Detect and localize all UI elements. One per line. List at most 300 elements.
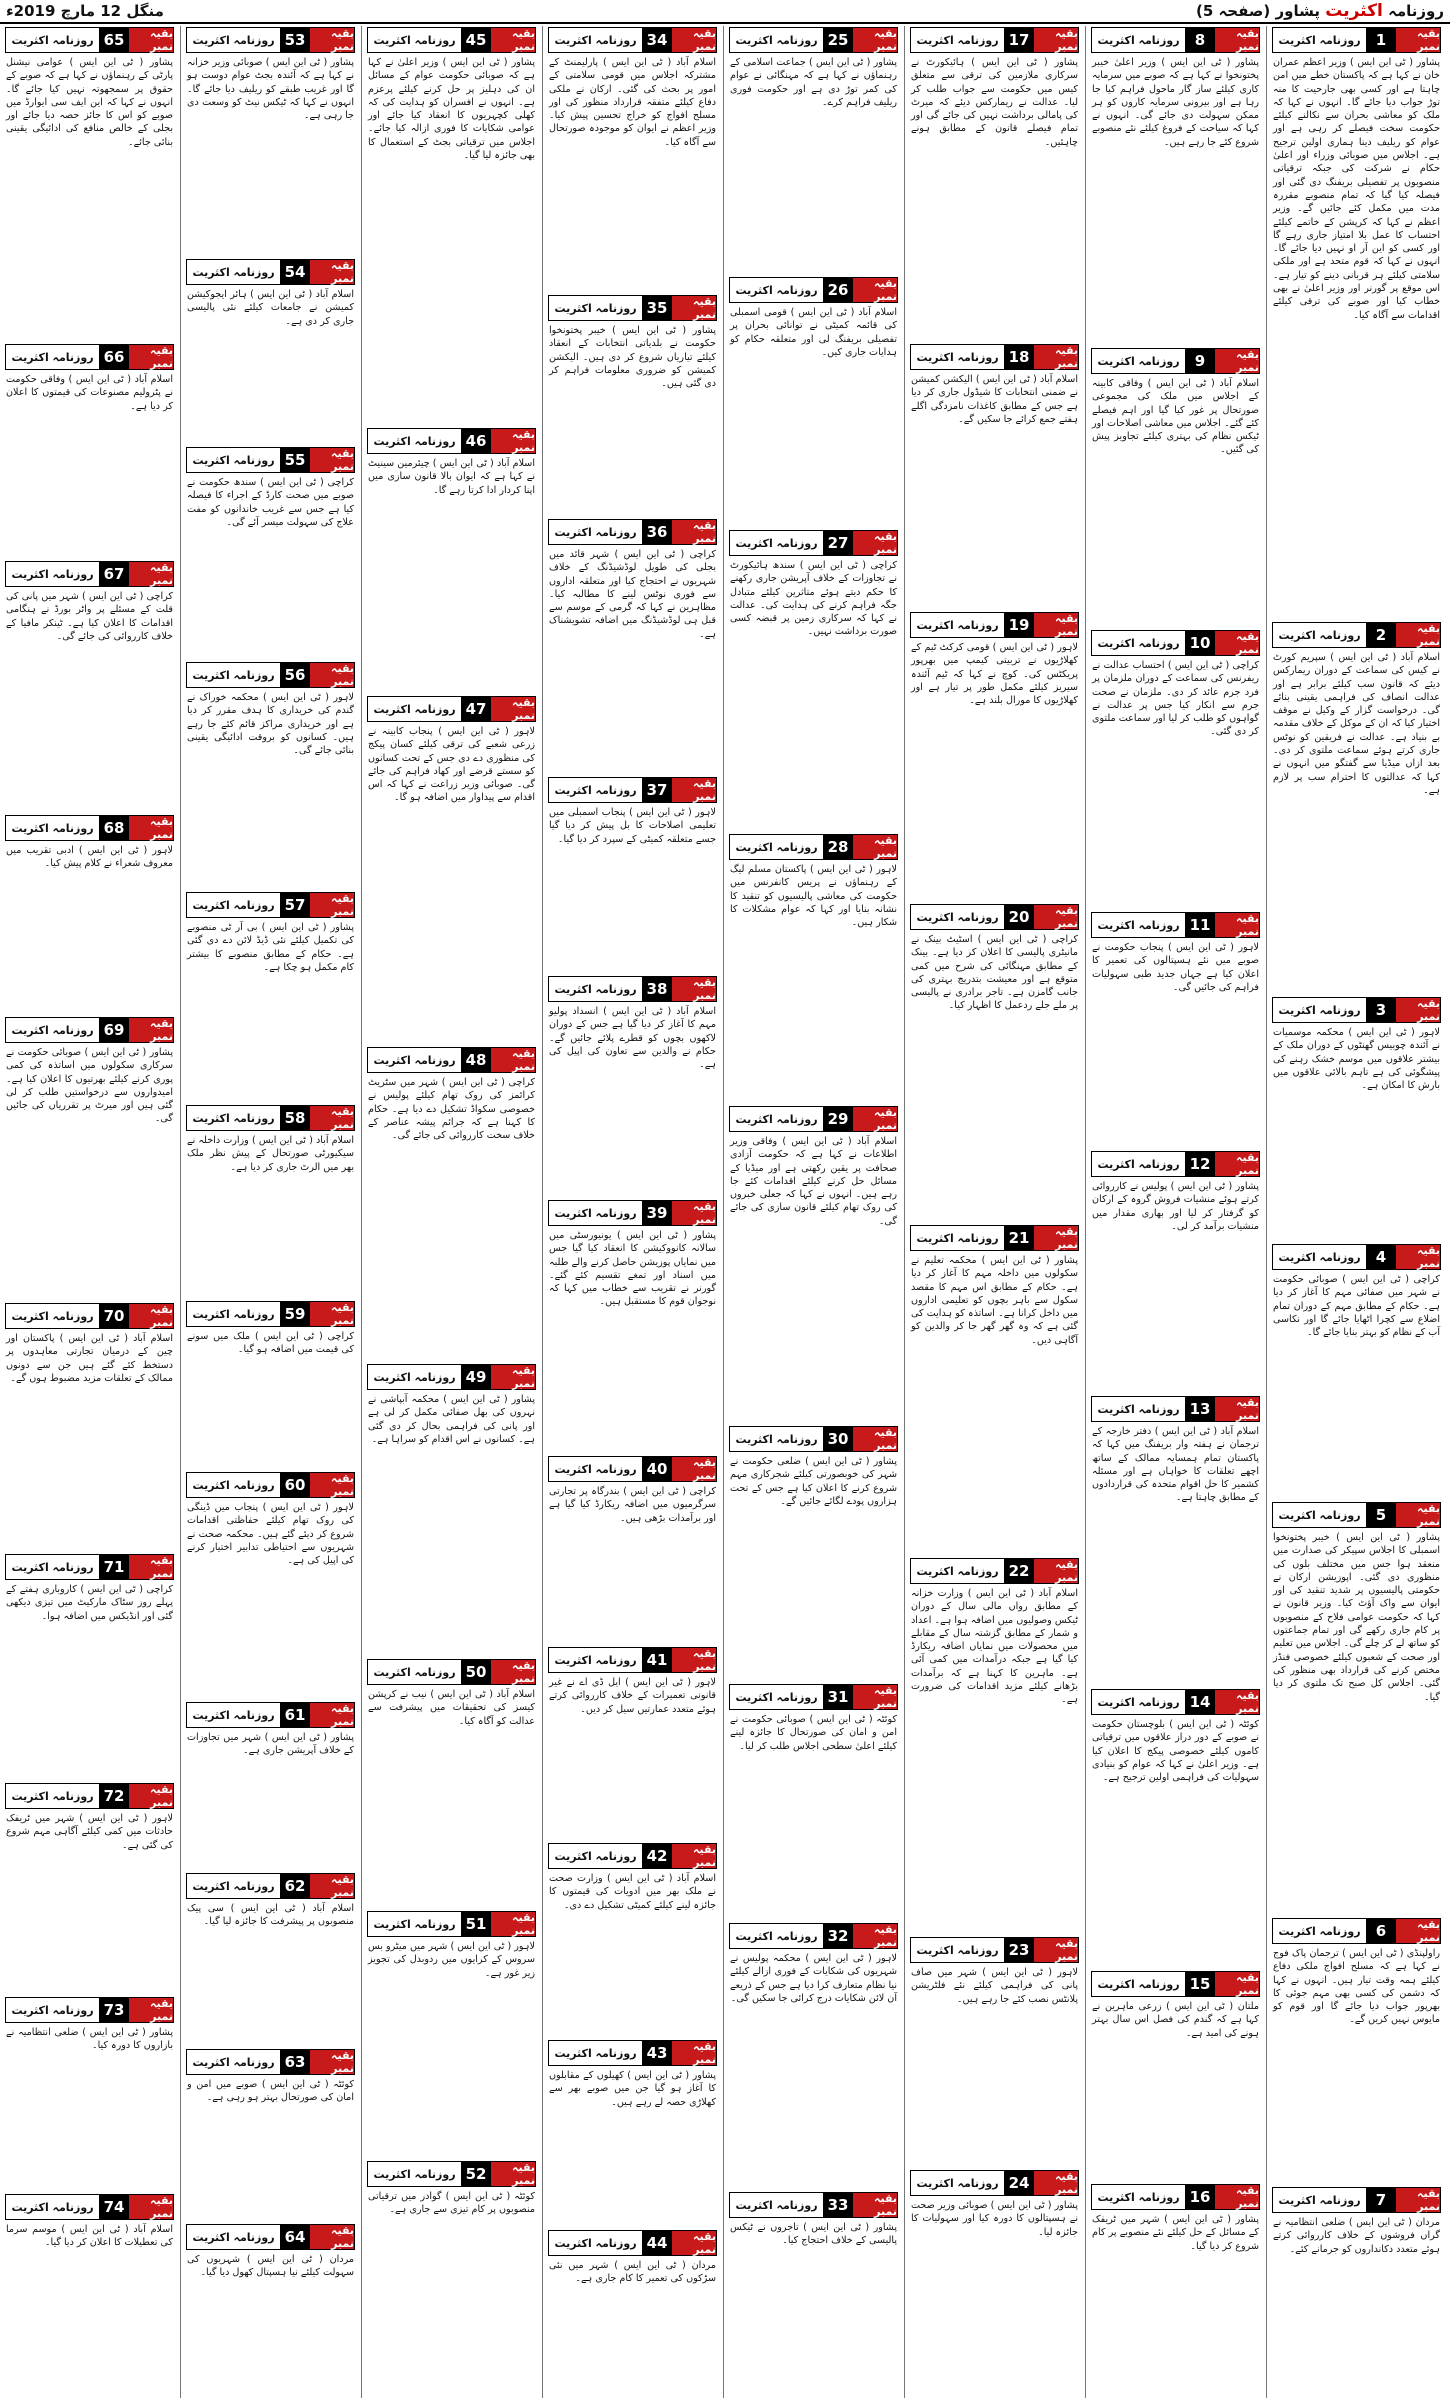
story-header bbox=[1091, 1396, 1260, 1422]
story-body: پشاور ( ٹی این ایس ) صوبائی حکومت نے سرکاری سکولوں میں اساتذہ کی کمی پوری کرنے کیلئے بھرتیوں کا اعلان کیا ہے۔ امیدواروں سے درخواستیں طلب کر لی گئی ہیں اور میرٹ پر تقرریاں کی جائیں گی۔ bbox=[6, 1047, 173, 1125]
story-body: لاہور ( ٹی این ایس ) شہر میں ٹریفک حادثات میں کمی کیلئے آگاہی مہم شروع کی گئی ہے۔ bbox=[6, 1813, 173, 1851]
masthead-title bbox=[1196, 1, 1444, 21]
story-body: کراچی ( ٹی این ایس ) کاروباری ہفتے کے پہلے روز سٹاک مارکیٹ میں تیزی دیکھی گئی اور انڈیکس میں اضافہ ہوا۔ bbox=[6, 1584, 173, 1622]
story-header bbox=[186, 259, 355, 285]
story bbox=[183, 661, 358, 891]
story-body: لاہور ( ٹی این ایس ) پنجاب اسمبلی میں تعلیمی اصلاحات کا بل پیش کر دیا گیا جسے متعلقہ کمیٹی کے سپرد کر دیا گیا۔ bbox=[549, 807, 716, 845]
story-header bbox=[5, 27, 174, 53]
story-tag: بقیہ نمبر bbox=[1215, 28, 1259, 52]
story-header bbox=[910, 904, 1079, 930]
story-header bbox=[729, 1684, 898, 1710]
story-header bbox=[1272, 1502, 1441, 1528]
column-rule bbox=[723, 26, 724, 2398]
story-header bbox=[1272, 1244, 1441, 1270]
story-header bbox=[1091, 1971, 1260, 1997]
story bbox=[726, 1425, 901, 1683]
story-number: 23 bbox=[1004, 1938, 1034, 1962]
story-body: لاہور ( ٹی این ایس ) پنجاب میں ڈینگی کی روک تھام کیلئے حفاظتی اقدامات شروع کر دیئے گئے ہیں۔ محکمہ صحت نے شہریوں سے احتیاطی تدابیر اختیار کرنے کی اپیل کی ہے۔ bbox=[187, 1502, 354, 1567]
story-header bbox=[729, 834, 898, 860]
story-tag: بقیہ نمبر bbox=[129, 345, 173, 369]
story bbox=[545, 2229, 720, 2398]
story-number: 35 bbox=[642, 296, 672, 320]
story bbox=[183, 2223, 358, 2398]
story-number: 54 bbox=[280, 260, 310, 284]
story-header bbox=[729, 1106, 898, 1132]
story-body: پشاور ( ٹی این ایس ) خیبر پختونخوا حکومت نے بلدیاتی انتخابات کے انعقاد کیلئے تیاریاں شروع کر دی ہیں۔ الیکشن کمیشن کو ضروری معلومات فراہم کر دی گئی ہیں۔ bbox=[549, 325, 716, 390]
story-publication: روزنامہ اکثریت bbox=[1097, 918, 1180, 932]
story-number: 15 bbox=[1185, 1972, 1215, 1996]
story-publication: روزنامہ اکثریت bbox=[554, 33, 637, 47]
story-number: 25 bbox=[823, 28, 853, 52]
story-publication: روزنامہ اکثریت bbox=[192, 453, 275, 467]
story-publication: روزنامہ اکثریت bbox=[735, 283, 818, 297]
story-publication: روزنامہ اکثریت bbox=[735, 1432, 818, 1446]
story-publication: روزنامہ اکثریت bbox=[554, 1462, 637, 1476]
story-body: لاہور ( ٹی این ایس ) شہر میں میٹرو بس سروس کے کرایوں میں ردوبدل کی تجویز زیر غور ہے۔ bbox=[368, 1941, 535, 1979]
story-header bbox=[367, 1911, 536, 1937]
story-body: پشاور ( ٹی این ایس ) کھیلوں کے مقابلوں کا آغاز ہو گیا جن میں صوبے بھر سے کھلاڑی حصہ لے رہے ہیں۔ bbox=[549, 2070, 716, 2108]
story-header bbox=[367, 1659, 536, 1685]
story-header bbox=[1272, 2187, 1441, 2213]
story bbox=[2, 1302, 177, 1553]
story-tag: بقیہ نمبر bbox=[129, 1018, 173, 1042]
story-publication: روزنامہ اکثریت bbox=[373, 702, 456, 716]
story-publication: روزنامہ اکثریت bbox=[11, 821, 94, 835]
story-header bbox=[186, 662, 355, 688]
masthead-suffix: پشاور (صفحہ 5) bbox=[1196, 2, 1320, 20]
story-body: لاہور ( ٹی این ایس ) ایل ڈی اے نے غیر قانونی تعمیرات کے خلاف کارروائی کرتے ہوئے متعدد عمارتیں سیل کر دیں۔ bbox=[549, 1677, 716, 1715]
story-body: لاہور ( ٹی این ایس ) محکمہ موسمیات نے آئندہ چوبیس گھنٹوں کے دوران ملک کے بیشتر علاقوں میں موسم خشک رہنے کی پیشگوئی کی ہے تاہم بالائی علاقوں میں بارش کا امکان ہے۔ bbox=[1273, 1027, 1440, 1092]
story-header bbox=[910, 27, 1079, 53]
story-tag: بقیہ نمبر bbox=[310, 448, 354, 472]
story bbox=[1088, 26, 1263, 347]
story-header bbox=[548, 1843, 717, 1869]
story-header bbox=[5, 1554, 174, 1580]
story-body: کراچی ( ٹی این ایس ) احتساب عدالت نے ریفرنس کی سماعت کے دوران ملزمان پر فرد جرم عائد کر دی۔ ملزمان نے صحت جرم سے انکار کیا جس پر عدالت نے گواہوں کو طلب کر لیا اور سماعت ملتوی کر دی گئی۔ bbox=[1092, 660, 1259, 738]
story-tag: بقیہ نمبر bbox=[1034, 345, 1078, 369]
story-number: 20 bbox=[1004, 905, 1034, 929]
story-publication: روزنامہ اکثریت bbox=[916, 618, 999, 632]
story-header bbox=[910, 2170, 1079, 2196]
story-body: مردان ( ٹی این ایس ) شہر میں نئی سڑکوں کی تعمیر کا کام جاری ہے۔ bbox=[549, 2260, 716, 2285]
story bbox=[1088, 1688, 1263, 1970]
story-publication: روزنامہ اکثریت bbox=[1097, 636, 1180, 650]
story-tag: بقیہ نمبر bbox=[1215, 1397, 1259, 1421]
story-header bbox=[910, 612, 1079, 638]
story-body: اسلام آباد ( ٹی این ایس ) وفاقی وزیر اطلاعات نے کہا ہے کہ حکومت آزادی صحافت پر یقین رکھتی ہے اور میڈیا کے مسائل حل کرنے کیلئے اقدامات کئے جا رہے ہیں۔ انہوں نے کہا کہ جعلی خبروں کی روک تھام کیلئے قانون سازی کی جائے گی۔ bbox=[730, 1136, 897, 1227]
story-number: 10 bbox=[1185, 631, 1215, 655]
story-publication: روزنامہ اکثریت bbox=[1278, 1508, 1361, 1522]
story-header bbox=[548, 1456, 717, 1482]
story-publication: روزنامہ اکثریت bbox=[373, 1053, 456, 1067]
story-body: اسلام آباد ( ٹی این ایس ) نیب نے کرپشن کیسز کی تحقیقات میں پیشرفت سے عدالت کو آگاہ کیا۔ bbox=[368, 1689, 535, 1727]
story-body: اسلام آباد ( ٹی این ایس ) وفاقی کابینہ کے اجلاس میں ملک کی مجموعی صورتحال پر غور کیا گیا اور اہم فیصلے کئے گئے۔ اجلاس میں معاشی اصلاحات اور ٹیکس نظام کی بہتری کیلئے تجاویز پیش کی گئیں۔ bbox=[1092, 378, 1259, 456]
story bbox=[364, 427, 539, 695]
story-tag: بقیہ نمبر bbox=[1396, 1503, 1440, 1527]
story-header bbox=[186, 27, 355, 53]
story-number: 19 bbox=[1004, 613, 1034, 637]
story-body: اسلام آباد ( ٹی این ایس ) وزارت داخلہ نے سیکیورٹی صورتحال کے پیش نظر ملک بھر میں الرٹ جاری کر دیا ہے۔ bbox=[187, 1135, 354, 1173]
story-body: کوئٹہ ( ٹی این ایس ) بلوچستان حکومت نے صوبے کے دور دراز علاقوں میں ترقیاتی کاموں کیلئے خصوصی پیکج کا اعلان کیا ہے۔ وزیر اعلیٰ نے کہا کہ عوام کو بنیادی سہولیات کی فراہمی اولین ترجیح ہے۔ bbox=[1092, 1719, 1259, 1784]
story-number: 73 bbox=[99, 1998, 129, 2022]
story-body: اسلام آباد ( ٹی این ایس ) پاکستان اور چین کے درمیان تجارتی معاہدوں پر دستخط کئے گئے ہیں جن سے دونوں ممالک کے تعلقات مزید مضبوط ہوں گے۔ bbox=[6, 1333, 173, 1384]
story-header bbox=[186, 1301, 355, 1327]
story bbox=[1269, 1501, 1444, 1917]
story-body: پشاور ( ٹی این ایس ) ضلعی انتظامیہ نے بازاروں کا دورہ کیا۔ bbox=[6, 2027, 173, 2052]
story bbox=[1269, 1243, 1444, 1501]
story-header bbox=[1272, 27, 1441, 53]
story-number: 1 bbox=[1366, 28, 1396, 52]
story bbox=[726, 26, 901, 276]
story-header bbox=[186, 2224, 355, 2250]
story-publication: روزنامہ اکثریت bbox=[1097, 1977, 1180, 1991]
story-tag: بقیہ نمبر bbox=[1034, 1938, 1078, 1962]
column bbox=[907, 26, 1082, 2398]
story-publication: روزنامہ اکثریت bbox=[554, 1206, 637, 1220]
story-publication: روزنامہ اکثریت bbox=[1097, 1402, 1180, 1416]
story-number: 14 bbox=[1185, 1690, 1215, 1714]
story-publication: روزنامہ اکثریت bbox=[554, 1653, 637, 1667]
story-publication: روزنامہ اکثریت bbox=[192, 1879, 275, 1893]
story-body: کوئٹہ ( ٹی این ایس ) گوادر میں ترقیاتی منصوبوں پر کام تیزی سے جاری ہے۔ bbox=[368, 2191, 535, 2216]
story-number: 37 bbox=[642, 778, 672, 802]
story bbox=[907, 1224, 1082, 1557]
masthead bbox=[0, 0, 1450, 24]
story bbox=[364, 2160, 539, 2398]
story-body: لاہور ( ٹی این ایس ) پنجاب کابینہ نے زرعی شعبے کی ترقی کیلئے کسان پیکج کی منظوری دے دی جس کے تحت کسانوں کو سستے قرضے اور کھاد فراہم کی جائے گی۔ صوبائی وزیر زراعت نے کہا کہ اس اقدام سے پیداوار میں اضافہ ہو گا۔ bbox=[368, 726, 535, 804]
story-header bbox=[5, 2194, 174, 2220]
story-number: 3 bbox=[1366, 998, 1396, 1022]
column bbox=[2, 26, 177, 2398]
story-body: کراچی ( ٹی این ایس ) شہر میں سٹریٹ کرائمز کی روک تھام کیلئے پولیس نے خصوصی سکواڈ تشکیل دے دیا ہے۔ حکام کا کہنا ہے کہ جرائم پیشہ عناصر کے خلاف سخت کارروائی کی جائے گی۔ bbox=[368, 1077, 535, 1142]
story bbox=[183, 1300, 358, 1471]
story-publication: روزنامہ اکثریت bbox=[554, 783, 637, 797]
story-number: 24 bbox=[1004, 2171, 1034, 2195]
story-publication: روزنامہ اکثریت bbox=[916, 33, 999, 47]
story-tag: بقیہ نمبر bbox=[1034, 905, 1078, 929]
story-tag: بقیہ نمبر bbox=[853, 278, 897, 302]
story-header bbox=[910, 1558, 1079, 1584]
story-tag: بقیہ نمبر bbox=[491, 1660, 535, 1684]
story-number: 47 bbox=[461, 697, 491, 721]
story-number: 40 bbox=[642, 1457, 672, 1481]
story bbox=[907, 611, 1082, 903]
story-publication: روزنامہ اکثریت bbox=[192, 1307, 275, 1321]
story-header bbox=[548, 2040, 717, 2066]
story-number: 60 bbox=[280, 1473, 310, 1497]
story-header bbox=[5, 344, 174, 370]
story-header bbox=[186, 1105, 355, 1131]
story-header bbox=[729, 1923, 898, 1949]
story-number: 48 bbox=[461, 1048, 491, 1072]
story-number: 58 bbox=[280, 1106, 310, 1130]
story-publication: روزنامہ اکثریت bbox=[735, 2198, 818, 2212]
story-body: کراچی ( ٹی این ایس ) ملک میں سونے کی قیمت میں اضافہ ہو گیا۔ bbox=[187, 1331, 354, 1356]
story-publication: روزنامہ اکثریت bbox=[11, 567, 94, 581]
story-tag: بقیہ نمبر bbox=[491, 2162, 535, 2186]
story-body: کراچی ( ٹی این ایس ) صوبائی حکومت نے شہر میں صفائی مہم کا آغاز کر دیا ہے۔ حکام کے مطابق مہم کے دوران تمام اضلاع سے کچرا اٹھایا جائے گا اور نکاسی آب کے نظام کو بہتر بنایا جائے گا۔ bbox=[1273, 1274, 1440, 1339]
story-number: 7 bbox=[1366, 2188, 1396, 2212]
story-tag: بقیہ نمبر bbox=[491, 28, 535, 52]
story-body: لاہور ( ٹی این ایس ) ادبی تقریب میں معروف شعراء نے کلام پیش کیا۔ bbox=[6, 845, 173, 870]
story bbox=[364, 1363, 539, 1658]
column bbox=[545, 26, 720, 2398]
story-number: 5 bbox=[1366, 1503, 1396, 1527]
story-publication: روزنامہ اکثریت bbox=[192, 1708, 275, 1722]
story-publication: روزنامہ اکثریت bbox=[373, 1917, 456, 1931]
story bbox=[1269, 26, 1444, 621]
story-tag: بقیہ نمبر bbox=[310, 260, 354, 284]
story-body: پشاور ( ٹی این ایس ) یونیورسٹی میں سالانہ کانووکیشن کا انعقاد کیا گیا جس میں نمایاں پوزیشن حاصل کرنے والے طلبہ میں اسناد اور تمغے تقسیم کئے گئے۔ گورنر نے تقریب سے خطاب میں کہا کہ نوجوان قوم کا مستقبل ہیں۔ bbox=[549, 1230, 716, 1308]
story-header bbox=[5, 561, 174, 587]
story-publication: روزنامہ اکثریت bbox=[554, 2046, 637, 2060]
masthead-date: منگل 12 مارچ 2019ء bbox=[6, 2, 164, 20]
story-header bbox=[729, 2192, 898, 2218]
story-tag: بقیہ نمبر bbox=[129, 1784, 173, 1808]
story-tag: بقیہ نمبر bbox=[1215, 349, 1259, 373]
story bbox=[545, 776, 720, 975]
story-tag: بقیہ نمبر bbox=[853, 28, 897, 52]
column-rule bbox=[542, 26, 543, 2398]
story bbox=[2, 1782, 177, 1996]
story-publication: روزنامہ اکثریت bbox=[735, 33, 818, 47]
story-number: 69 bbox=[99, 1018, 129, 1042]
story bbox=[1269, 621, 1444, 996]
story-header bbox=[548, 2230, 717, 2256]
story-publication: روزنامہ اکثریت bbox=[11, 2003, 94, 2017]
story-tag: بقیہ نمبر bbox=[1034, 613, 1078, 637]
masthead-brand: اکثریت bbox=[1325, 1, 1383, 21]
story-tag: بقیہ نمبر bbox=[1215, 1972, 1259, 1996]
story-number: 28 bbox=[823, 835, 853, 859]
story-tag: بقیہ نمبر bbox=[491, 697, 535, 721]
story-number: 44 bbox=[642, 2231, 672, 2255]
story-body: کراچی ( ٹی این ایس ) سندھ حکومت نے صوبے میں صحت کارڈ کے اجراء کا فیصلہ کیا ہے جس سے غریب خاندانوں کو مفت علاج کی سہولت میسر آئے گی۔ bbox=[187, 477, 354, 528]
story-body: کراچی ( ٹی این ایس ) اسٹیٹ بینک نے مانیٹری پالیسی کا اعلان کر دیا ہے۔ بینک کے مطابق مہنگائی کی شرح میں کمی متوقع ہے اور معیشت بتدریج بہتری کی جانب گامزن ہے۔ تاجر برادری نے پالیسی پر ملے جلے ردعمل کا اظہار کیا۔ bbox=[911, 934, 1078, 1012]
story-tag: بقیہ نمبر bbox=[1034, 1226, 1078, 1250]
story-body: راولپنڈی ( ٹی این ایس ) ترجمان پاک فوج نے کہا ہے کہ مسلح افواج ملکی دفاع کیلئے ہمہ وقت تیار ہیں۔ انہوں نے کہا کہ دشمن کی کسی بھی مہم جوئی کا بھرپور جواب دیا جائے گا اور قوم کو مایوس نہیں کریں گے۔ bbox=[1273, 1948, 1440, 2026]
story bbox=[726, 529, 901, 833]
story-number: 21 bbox=[1004, 1226, 1034, 1250]
story-header bbox=[367, 27, 536, 53]
story-body: کراچی ( ٹی این ایس ) سندھ ہائیکورٹ نے تجاوزات کے خلاف آپریشن جاری رکھنے کا حکم دیتے ہوئے متاثرین کیلئے متبادل جگہ فراہم کرنے کی ہدایت کی۔ عدالت نے کہا کہ سرکاری زمین پر قبضہ کسی صورت برداشت نہیں۔ bbox=[730, 560, 897, 638]
story-tag: بقیہ نمبر bbox=[129, 2195, 173, 2219]
story-tag: بقیہ نمبر bbox=[1215, 2185, 1259, 2209]
story-header bbox=[1091, 1151, 1260, 1177]
story-publication: روزنامہ اکثریت bbox=[554, 525, 637, 539]
story bbox=[1088, 1970, 1263, 2183]
story-tag: بقیہ نمبر bbox=[310, 663, 354, 687]
story-tag: بقیہ نمبر bbox=[491, 1912, 535, 1936]
story bbox=[1088, 347, 1263, 629]
story bbox=[545, 1646, 720, 1842]
story-header bbox=[186, 1702, 355, 1728]
story-tag: بقیہ نمبر bbox=[310, 893, 354, 917]
story-publication: روزنامہ اکثریت bbox=[916, 1231, 999, 1245]
story-body: کراچی ( ٹی این ایس ) شہر قائد میں بجلی کی طویل لوڈشیڈنگ کے خلاف شہریوں نے احتجاج کیا اور متعلقہ اداروں سے فوری نوٹس لینے کا مطالبہ کیا۔ مظاہرین نے کہا کہ گرمی کے موسم سے قبل ہی لوڈشیڈنگ میں اضافہ تشویشناک ہے۔ bbox=[549, 549, 716, 640]
story-publication: روزنامہ اکثریت bbox=[373, 1370, 456, 1384]
story-number: 9 bbox=[1185, 349, 1215, 373]
story-body: اسلام آباد ( ٹی این ایس ) پارلیمنٹ کے مشترکہ اجلاس میں قومی سلامتی کے امور پر بحث کی گئی۔ ارکان نے ملکی دفاع کیلئے متفقہ قرارداد منظور کی اور مسلح افواج کو خراج تحسین پیش کیا۔ وزیر اعظم نے ایوان کو موجودہ صورتحال سے آگاہ کیا۔ bbox=[549, 57, 716, 148]
story-publication: روزنامہ اکثریت bbox=[1097, 1695, 1180, 1709]
story-number: 42 bbox=[642, 1844, 672, 1868]
story-tag: بقیہ نمبر bbox=[491, 429, 535, 453]
story-header bbox=[548, 519, 717, 545]
story-publication: روزنامہ اکثریت bbox=[11, 1789, 94, 1803]
story-body: اسلام آباد ( ٹی این ایس ) سی پیک منصوبوں پر پیشرفت کا جائزہ لیا گیا۔ bbox=[187, 1903, 354, 1928]
story-body: پشاور ( ٹی این ایس ) صوبائی وزیر صحت نے ہسپتالوں کا دورہ کیا اور سہولیات کا جائزہ لیا۔ bbox=[911, 2200, 1078, 2238]
story-body: اسلام آباد ( ٹی این ایس ) وفاقی حکومت نے پٹرولیم مصنوعات کی قیمتوں کا اعلان کر دیا ہے۔ bbox=[6, 374, 173, 412]
column bbox=[1269, 26, 1444, 2398]
story-tag: بقیہ نمبر bbox=[491, 1365, 535, 1389]
story-body: اسلام آباد ( ٹی این ایس ) چیئرمین سینیٹ نے کہا ہے کہ ایوان بالا قانون سازی میں اپنا کردار ادا کرتا رہے گا۔ bbox=[368, 458, 535, 496]
story-header bbox=[186, 892, 355, 918]
story-number: 16 bbox=[1185, 2185, 1215, 2209]
story-publication: روزنامہ اکثریت bbox=[735, 536, 818, 550]
story bbox=[183, 258, 358, 446]
story-tag: بقیہ نمبر bbox=[672, 2231, 716, 2255]
story-number: 38 bbox=[642, 977, 672, 1001]
story-tag: بقیہ نمبر bbox=[672, 520, 716, 544]
story-publication: روزنامہ اکثریت bbox=[373, 434, 456, 448]
story bbox=[545, 975, 720, 1199]
story-number: 4 bbox=[1366, 1245, 1396, 1269]
story-publication: روزنامہ اکثریت bbox=[1278, 1250, 1361, 1264]
story-number: 49 bbox=[461, 1365, 491, 1389]
story-tag: بقیہ نمبر bbox=[853, 1427, 897, 1451]
story-body: ملتان ( ٹی این ایس ) زرعی ماہرین نے کہا ہے کہ گندم کی فصل اس سال بہتر ہونے کی امید ہے۔ bbox=[1092, 2001, 1259, 2039]
story-number: 61 bbox=[280, 1703, 310, 1727]
story bbox=[1088, 1395, 1263, 1688]
story-header bbox=[5, 1303, 174, 1329]
story bbox=[1088, 2183, 1263, 2398]
story bbox=[726, 276, 901, 529]
story-number: 51 bbox=[461, 1912, 491, 1936]
story-number: 50 bbox=[461, 1660, 491, 1684]
story-tag: بقیہ نمبر bbox=[310, 28, 354, 52]
story-header bbox=[729, 277, 898, 303]
story-publication: روزنامہ اکثریت bbox=[373, 33, 456, 47]
story bbox=[364, 1910, 539, 2160]
story-number: 68 bbox=[99, 816, 129, 840]
story-publication: روزنامہ اکثریت bbox=[735, 1690, 818, 1704]
story-body: پشاور ( ٹی این ایس ) وزیر اعظم عمران خان نے کہا ہے کہ پاکستان خطے میں امن چاہتا ہے اور کسی بھی جارحیت کا منہ توڑ جواب دیا جائے گا۔ انہوں نے کہا کہ ملک کو معاشی بحران سے نکالنے کیلئے حکومت سخت فیصلے کر رہی ہے اور عوام کو ریلیف دینا ہماری اولین ترجیح ہے۔ اجلاس میں صوبائی وزراء اور اعلیٰ حکام نے شرکت کی جبکہ ترقیاتی منصوبوں پر تفصیلی بریفنگ دی گئی اور فیصلہ کیا گیا کہ تمام منصوبے مقررہ مدت میں مکمل کئے جائیں گے۔ وزیر اعظم نے کہا کہ کرپشن کے خاتمے کیلئے احتساب کا عمل بلا امتیاز جاری رہے گا اور کسی کو این آر او نہیں دیا جائے گا۔ انہوں نے کہا کہ قوم متحد ہے اور ملکی سلامتی کیلئے ہر قربانی دینے کو تیار ہے۔ اس موقع پر گورنر اور وزیر اعلیٰ نے بھی خطاب کیا اور صوبے کی ترقی کیلئے اقدامات سے آگاہ کیا۔ bbox=[1273, 57, 1440, 321]
story-tag: بقیہ نمبر bbox=[1396, 998, 1440, 1022]
story-publication: روزنامہ اکثریت bbox=[192, 265, 275, 279]
story-body: مردان ( ٹی این ایس ) شہریوں کی سہولت کیلئے نیا ہسپتال کھول دیا گیا۔ bbox=[187, 2254, 354, 2279]
story bbox=[2, 814, 177, 1016]
story-tag: بقیہ نمبر bbox=[1396, 1919, 1440, 1943]
story-tag: بقیہ نمبر bbox=[310, 2050, 354, 2074]
story-tag: بقیہ نمبر bbox=[672, 2041, 716, 2065]
story-body: پشاور ( ٹی این ایس ) شہر میں تجاوزات کے خلاف آپریشن جاری ہے۔ bbox=[187, 1732, 354, 1757]
story-tag: بقیہ نمبر bbox=[672, 296, 716, 320]
story-number: 32 bbox=[823, 1924, 853, 1948]
story-publication: روزنامہ اکثریت bbox=[916, 1564, 999, 1578]
story-tag: بقیہ نمبر bbox=[672, 1457, 716, 1481]
story-body: لاہور ( ٹی این ایس ) پنجاب حکومت نے صوبے میں نئے ہسپتالوں کی تعمیر کا اعلان کیا ہے جہاں جدید طبی سہولیات فراہم کی جائیں گی۔ bbox=[1092, 942, 1259, 993]
story bbox=[726, 833, 901, 1105]
column-rule bbox=[1266, 26, 1267, 2398]
story-body: اسلام آباد ( ٹی این ایس ) موسم سرما کی تعطیلات کا اعلان کر دیا گیا۔ bbox=[6, 2224, 173, 2249]
column-rule bbox=[180, 26, 181, 2398]
story-publication: روزنامہ اکثریت bbox=[1097, 33, 1180, 47]
story-number: 29 bbox=[823, 1107, 853, 1131]
story-publication: روزنامہ اکثریت bbox=[1278, 1003, 1361, 1017]
story-header bbox=[548, 1647, 717, 1673]
story-number: 70 bbox=[99, 1304, 129, 1328]
story-body: کراچی ( ٹی این ایس ) شہر میں پانی کی قلت کے مسئلے پر واٹر بورڈ نے ہنگامی اقدامات کا اعلان کیا ہے۔ ٹینکر مافیا کے خلاف کارروائی کی جائے گی۔ bbox=[6, 591, 173, 642]
story-tag: بقیہ نمبر bbox=[853, 1924, 897, 1948]
story-number: 39 bbox=[642, 1201, 672, 1225]
story-tag: بقیہ نمبر bbox=[1215, 1690, 1259, 1714]
story-number: 66 bbox=[99, 345, 129, 369]
column bbox=[1088, 26, 1263, 2398]
story bbox=[1269, 1917, 1444, 2186]
story bbox=[1269, 2186, 1444, 2398]
story bbox=[726, 2191, 901, 2398]
story-tag: بقیہ نمبر bbox=[129, 1555, 173, 1579]
story-number: 46 bbox=[461, 429, 491, 453]
story-number: 63 bbox=[280, 2050, 310, 2074]
story bbox=[2, 1996, 177, 2193]
story-publication: روزنامہ اکثریت bbox=[1278, 33, 1361, 47]
story bbox=[907, 903, 1082, 1224]
story-header bbox=[729, 27, 898, 53]
story-number: 71 bbox=[99, 1555, 129, 1579]
story bbox=[1269, 996, 1444, 1243]
story bbox=[2, 1553, 177, 1782]
story-publication: روزنامہ اکثریت bbox=[1278, 628, 1361, 642]
story-publication: روزنامہ اکثریت bbox=[554, 1849, 637, 1863]
story bbox=[183, 2048, 358, 2223]
story-body: پشاور ( ٹی این ایس ) وزیر اعلیٰ نے کہا ہے کہ صوبائی حکومت عوام کے مسائل ان کی دہلیز پر حل کرنے کیلئے پرعزم ہے۔ انہوں نے افسران کو ہدایت کی کہ کھلی کچہریوں کا انعقاد کیا جائے اور عوامی شکایات کا فوری ازالہ کیا جائے۔ اجلاس میں ترقیاتی بجٹ کے استعمال کا بھی جائزہ لیا گیا۔ bbox=[368, 57, 535, 162]
story-publication: روزنامہ اکثریت bbox=[1097, 1157, 1180, 1171]
story-publication: روزنامہ اکثریت bbox=[1278, 1924, 1361, 1938]
story-tag: بقیہ نمبر bbox=[129, 1304, 173, 1328]
story bbox=[183, 446, 358, 661]
story bbox=[545, 2039, 720, 2229]
story bbox=[545, 294, 720, 518]
story-header bbox=[367, 1364, 536, 1390]
story-publication: روزنامہ اکثریت bbox=[1097, 354, 1180, 368]
story bbox=[545, 1455, 720, 1646]
story-header bbox=[367, 1047, 536, 1073]
story-number: 27 bbox=[823, 531, 853, 555]
column bbox=[364, 26, 539, 2398]
story-number: 17 bbox=[1004, 28, 1034, 52]
story-publication: روزنامہ اکثریت bbox=[11, 350, 94, 364]
story-body: اسلام آباد ( ٹی این ایس ) قومی اسمبلی کی قائمہ کمیٹی نے توانائی بحران پر تفصیلی بریفنگ لی اور متعلقہ حکام کو ہدایات جاری کیں۔ bbox=[730, 307, 897, 358]
story-number: 53 bbox=[280, 28, 310, 52]
story-tag: بقیہ نمبر bbox=[1215, 913, 1259, 937]
story-body: اسلام آباد ( ٹی این ایس ) وزارت صحت نے ملک بھر میں ادویات کی قیمتوں کا جائزہ لینے کیلئے کمیٹی تشکیل دے دی۔ bbox=[549, 1873, 716, 1911]
story-number: 41 bbox=[642, 1648, 672, 1672]
story bbox=[907, 26, 1082, 343]
story-body: لاہور ( ٹی این ایس ) پاکستان مسلم لیگ کے رہنماؤں نے پریس کانفرنس میں حکومت کی معاشی پالیسیوں کو تنقید کا نشانہ بنایا اور کہا کہ عوام مشکلات کا شکار ہیں۔ bbox=[730, 864, 897, 929]
story-body: پشاور ( ٹی این ایس ) وزیر اعلیٰ خیبر پختونخوا نے کہا ہے کہ صوبے میں سرمایہ کاری کیلئے ساز گار ماحول فراہم کیا جا رہا ہے اور بیرونی سرمایہ کاروں کو ہر ممکن سہولت دی جائے گی۔ انہوں نے کہا کہ سیاحت کے فروغ کیلئے نئے منصوبے شروع کئے جا رہے ہیں۔ bbox=[1092, 57, 1259, 148]
story-publication: روزنامہ اکثریت bbox=[1278, 2193, 1361, 2207]
story bbox=[726, 1105, 901, 1425]
story-tag: بقیہ نمبر bbox=[1034, 28, 1078, 52]
story bbox=[364, 26, 539, 427]
story-header bbox=[1091, 630, 1260, 656]
story-tag: بقیہ نمبر bbox=[1034, 2171, 1078, 2195]
story-tag: بقیہ نمبر bbox=[310, 1302, 354, 1326]
story-number: 36 bbox=[642, 520, 672, 544]
story-tag: بقیہ نمبر bbox=[310, 1874, 354, 1898]
story bbox=[2, 26, 177, 343]
